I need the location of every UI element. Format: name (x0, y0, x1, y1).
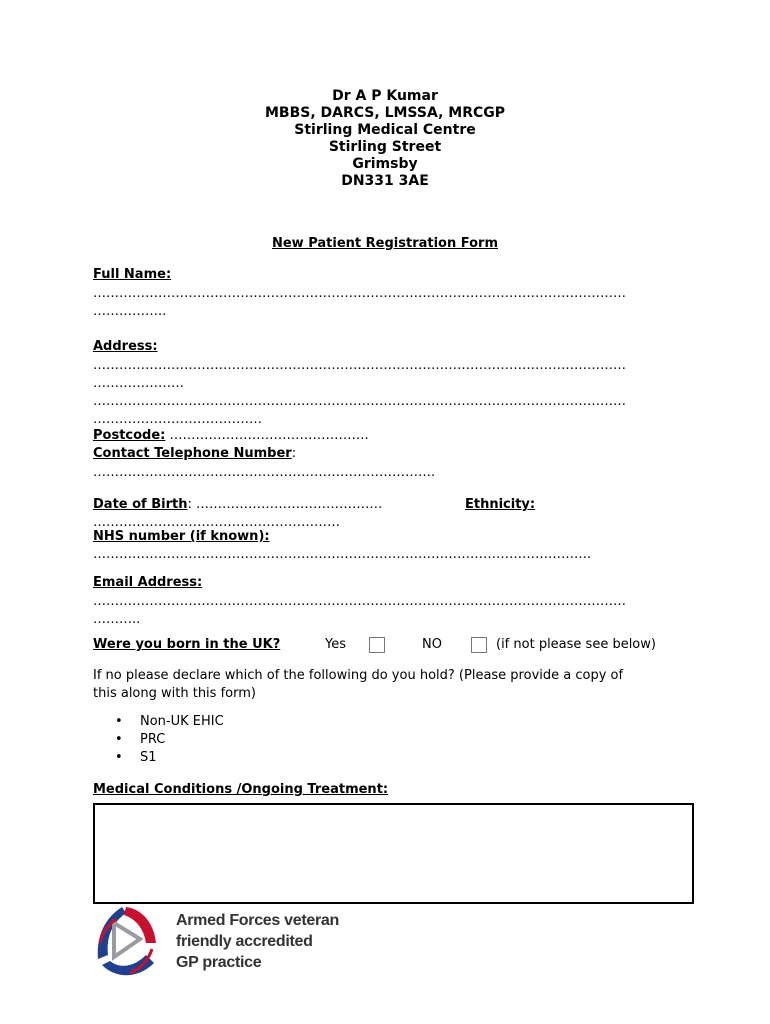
ethnicity-field[interactable]: ………………………………………………… (93, 515, 340, 530)
postcode-field[interactable]: ………………………………………. (165, 428, 369, 443)
doctor-qualifications: MBBS, DARCS, LMSSA, MRCGP (264, 105, 505, 121)
dob-row (93, 496, 382, 514)
declare-text: If no please declare which of the following do you hold? (Please provide a copy of (93, 668, 624, 683)
list-item: • Non-UK EHIC (93, 713, 224, 731)
address-field-line[interactable]: …………………………………………………………………………………………………………… (93, 358, 626, 373)
nhs-number-field[interactable]: ……………………………………………………………………………………………………. (93, 547, 592, 562)
doctor-name: Dr A P Kumar (332, 88, 438, 104)
practice-header (0, 88, 770, 190)
address-field-line[interactable]: ………………… (93, 376, 184, 391)
armed-forces-logo-icon (92, 903, 162, 981)
yes-checkbox[interactable] (369, 637, 385, 653)
form-title: New Patient Registration Form (271, 236, 498, 251)
list-item: • PRC (93, 731, 224, 749)
dob-field[interactable]: : ……………………………………. (187, 497, 383, 512)
nhs-number-label: NHS number (if known): (93, 529, 270, 544)
phone-colon: : (291, 446, 297, 461)
phone-field[interactable]: ……………………………………………………………………. (93, 465, 436, 480)
medical-conditions-textbox[interactable] (93, 803, 694, 904)
postcode-row (93, 427, 369, 445)
email-field-line[interactable]: …………………………………………………………………………………………………………… (93, 594, 626, 609)
medical-conditions-label: Medical Conditions /Ongoing Treatment: (93, 782, 389, 797)
logo-text (176, 910, 339, 973)
practice-postcode: DN331 3AE (341, 173, 429, 189)
logo-line: Armed Forces veteran (176, 912, 339, 929)
address-label: Address: (93, 339, 158, 354)
full-name-field-line[interactable]: …………………………………………………………………………………………………………… (93, 286, 626, 301)
no-checkbox[interactable] (471, 637, 487, 653)
address-field-line[interactable]: …………………………………………………………………………………………………………… (93, 394, 626, 409)
full-name-label: Full Name: (93, 267, 172, 282)
practice-street: Stirling Street (328, 139, 442, 155)
dob-label: Date of Birth (93, 497, 188, 512)
ethnicity-label: Ethnicity: (465, 497, 536, 512)
born-uk-note: (if not please see below) (496, 637, 656, 652)
declare-text: this along with this form) (93, 686, 256, 701)
full-name-field-line[interactable]: …………….. (93, 304, 167, 319)
email-label: Email Address: (93, 575, 203, 590)
logo-line: GP practice (176, 954, 262, 971)
practice-town: Grimsby (352, 156, 418, 172)
holds-options-list (93, 713, 224, 767)
practice-name: Stirling Medical Centre (294, 122, 476, 138)
logo-line: friendly accredited (176, 933, 313, 950)
address-field-line[interactable]: ………………………………… (93, 412, 262, 427)
postcode-label: Postcode: (93, 428, 166, 443)
no-label: NO (422, 637, 442, 652)
list-item: • S1 (93, 749, 224, 767)
born-uk-label: Were you born in the UK? (93, 637, 281, 652)
email-field-line[interactable]: ……….. (93, 612, 141, 627)
phone-row (93, 445, 296, 463)
phone-label: Contact Telephone Number (93, 446, 292, 461)
yes-label: Yes (325, 637, 346, 652)
